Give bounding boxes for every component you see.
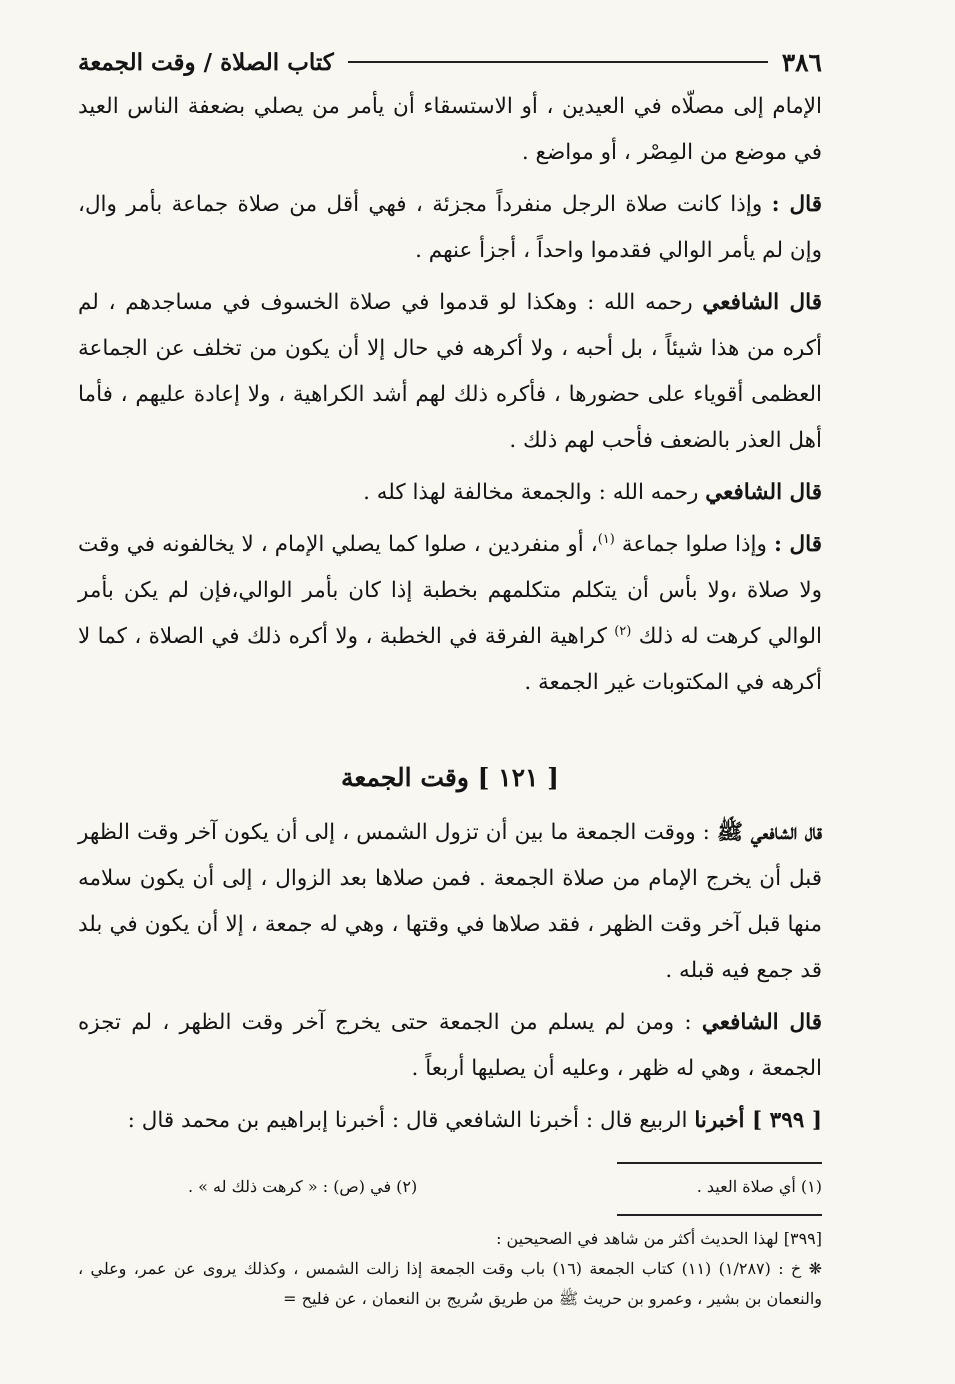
paragraph-text: رحمه الله : وهكذا لو قدموا في صلاة الخسوف في مساجدهم ، لم أكره من هذا شيئاً ، بل أحبه ، ولا أكرهه في حال إلا أن يكون من تخلف عن الجماعة العظمى أقوياء على حضورها ، فأكره ذلك لهم أشد الكراهية ، ولا إعادة عليهم ، فأما أهل العذر بالضعف فأحب لهم ذلك . bbox=[78, 290, 822, 453]
paragraph-lead: قال الشافعي bbox=[702, 290, 822, 315]
paragraph bbox=[78, 522, 822, 706]
footnote-1: (١) أي صلاة العيد . bbox=[696, 1177, 822, 1196]
takhrij-line: ❋ خ : (١/٢٨٧) (١١) كتاب الجمعة (١٦) باب وقت الجمعة إذا زالت الشمس ، وكذلك يروى عن عمر، وعلي ، والنعمان بن بشير ، وعمرو بن حريث ﷺ من طريق سُريج بن النعمان ، عن فليح = bbox=[78, 1259, 822, 1308]
main-text-continued bbox=[78, 810, 822, 1144]
book-page bbox=[78, 40, 822, 1314]
section-title: [ ١٢١ ] وقت الجمعة bbox=[341, 763, 559, 792]
footnote-separator bbox=[617, 1162, 822, 1164]
paragraph-text: رحمه الله : والجمعة مخالفة لهذا كله . bbox=[363, 480, 706, 505]
paragraph-text: ، أو منفردين ، صلوا كما يصلي الإمام ، لا يخالفونه في وقت ولا صلاة ،ولا بأس أن يتكلم متكلمهم بخطبة إذا كان بأمر الوالي،فإن لم يكن بأمر الوالي كرهت له ذلك bbox=[78, 532, 822, 649]
takhrij-line: [٣٩٩] لهذا الحديث أكثر من شاهد في الصحيحين : bbox=[496, 1229, 822, 1248]
paragraph-text: كراهية الفرقة في الخطبة ، ولا أكره ذلك في الصلاة ، كما لا أكرهه في المكتوبات غير الجمعة . bbox=[78, 624, 822, 695]
page-number: ٣٨٦ bbox=[781, 47, 822, 77]
paragraph-text: الإمام إلى مصلّاه في العيدين ، أو الاستسقاء أن يأمر من يصلي بضعفة الناس العيد في موضع من المِصْر ، أو مواضع . bbox=[78, 94, 822, 165]
paragraph-text: وإذا كانت صلاة الرجل منفرداً مجزئة ، فهي أقل من صلاة جماعة بأمر وال، وإن لم يأمر الوالي فقدموا واحداً ، أجزأ عنهم . bbox=[78, 192, 822, 263]
paragraph-text: : ومن لم يسلم من الجمعة حتى يخرج آخر وقت الظهر ، لم تجزه الجمعة ، وهي له ظهر ، وعليه أن يصليها أربعاً . bbox=[78, 1010, 822, 1081]
paragraph-lead: قال الشافعي ﷺ bbox=[717, 820, 823, 845]
paragraph-lead: قال : bbox=[771, 192, 822, 217]
paragraph bbox=[78, 84, 822, 176]
paragraph bbox=[78, 810, 822, 994]
footnote-2: (٢) في (ص) : « كرهت ذلك له » . bbox=[188, 1177, 418, 1196]
paragraph-lead: قال الشافعي bbox=[701, 1010, 822, 1035]
takhrij-notes bbox=[78, 1224, 822, 1314]
paragraph-lead: قال : bbox=[773, 532, 822, 557]
header-rule bbox=[348, 61, 768, 63]
running-title: كتاب الصلاة / وقت الجمعة bbox=[78, 48, 334, 76]
paragraph-lead: قال الشافعي bbox=[705, 480, 822, 505]
footnotes bbox=[78, 1172, 822, 1208]
paragraph-text: وإذا صلوا جماعة bbox=[614, 532, 774, 557]
footnote-ref-2[interactable]: (٢) bbox=[614, 623, 632, 639]
page-header bbox=[78, 40, 822, 84]
paragraph-text: : ووقت الجمعة ما بين أن تزول الشمس ، إلى أن يكون آخر وقت الظهر قبل أن يخرج الإمام من صلاة الجمعة . فمن صلاها بعد الزوال ، إلى أن يكون سلامه منها قبل آخر وقت الظهر ، فقد صلاها في وقتها ، وهي له جمعة ، إلا أن يكون في بلد قد جمع فيه قبله . bbox=[78, 820, 822, 983]
paragraph-lead: [ ٣٩٩ ] أخبرنا bbox=[694, 1108, 822, 1133]
footnote-ref-1[interactable]: (١) bbox=[597, 531, 615, 547]
paragraph bbox=[78, 280, 822, 464]
paragraph-text: الربيع قال : أخبرنا الشافعي قال : أخبرنا إبراهيم بن محمد قال : bbox=[127, 1108, 695, 1133]
takhrij-separator bbox=[617, 1214, 822, 1216]
paragraph bbox=[78, 470, 822, 516]
main-text bbox=[78, 84, 822, 706]
paragraph bbox=[78, 1098, 822, 1144]
paragraph bbox=[78, 182, 822, 274]
paragraph bbox=[78, 1000, 822, 1092]
